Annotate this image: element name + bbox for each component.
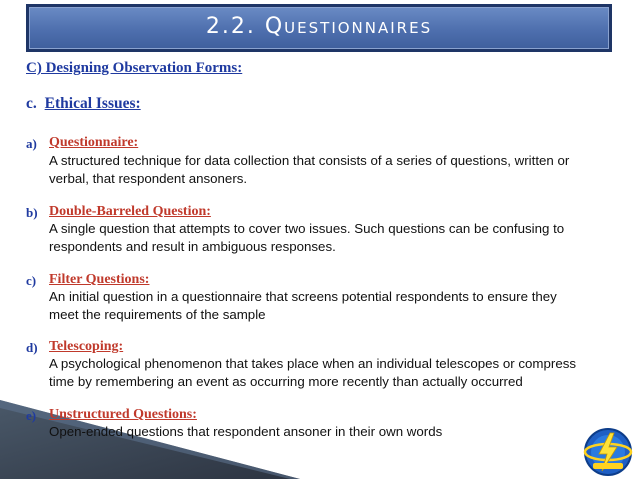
item-definition-questionnaire	[49, 152, 629, 188]
item-title-double-barreled: Double-Barreled Question:	[49, 204, 211, 219]
item-definition-double-barreled	[49, 220, 629, 256]
definition-line: A single question that attempts to cover two issues. Such questions can be confusing to	[49, 221, 565, 236]
definition-line: verbal, that respondent ansoners.	[49, 171, 248, 186]
section-heading	[26, 95, 141, 113]
definition-line: time by remembering an event as occurring more recently than actually occurred	[49, 374, 523, 389]
item-definition-telescoping	[49, 355, 629, 391]
item-title-telescoping: Telescoping:	[49, 339, 124, 354]
item-title-questionnaire: Questionnaire:	[49, 135, 139, 150]
item-definition-filter-questions	[49, 288, 629, 324]
definition-line: meet the requirements of the sample	[49, 307, 266, 322]
item-prefix-e: e)	[26, 408, 37, 423]
item-prefix-b: b)	[26, 205, 38, 220]
item-prefix-c: c)	[26, 273, 37, 288]
slide-title: 2.2. Questionnaires	[205, 14, 433, 39]
item-title-unstructured-questions: Unstructured Questions:	[49, 407, 197, 422]
item-prefix-d: d)	[26, 340, 38, 355]
definition-line: respondents and result in ambiguous responses.	[49, 239, 336, 254]
definition-line: A structured technique for data collection that consists of a series of questions, written or	[49, 153, 570, 168]
title-banner	[26, 4, 612, 52]
section-prefix: c.	[26, 95, 37, 112]
definition-line: Open-ended questions that respondent ansoner in their own words	[49, 424, 443, 439]
definition-line: A psychological phenomenon that takes place when an individual telescopes or compress	[49, 356, 577, 371]
subtitle: C) Designing Observation Forms:	[26, 60, 243, 76]
definition-line: An initial question in a questionnaire that screens potential respondents to ensure they	[49, 289, 557, 304]
item-prefix-a: a)	[26, 136, 37, 151]
item-definition-unstructured-questions	[49, 423, 629, 441]
section-label: Ethical Issues:	[44, 95, 141, 112]
item-title-filter-questions: Filter Questions:	[49, 272, 150, 287]
